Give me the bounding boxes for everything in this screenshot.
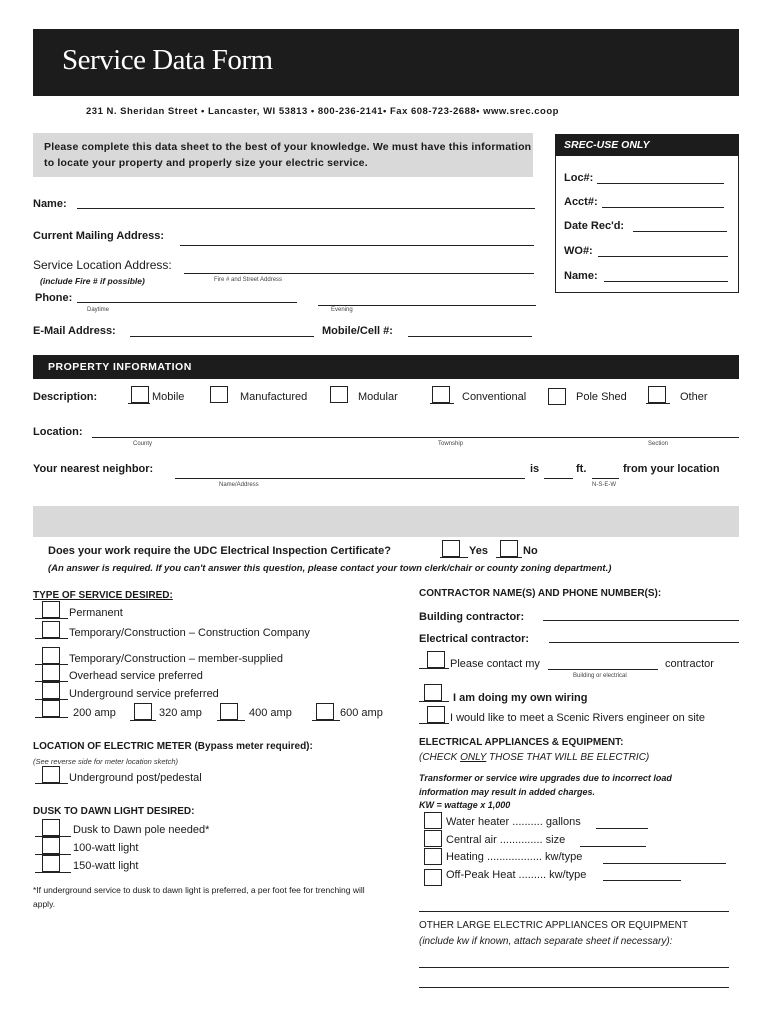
own-wiring-label: I am doing my own wiring [453,692,588,704]
watt-150-checkbox[interactable] [42,855,60,872]
service-type-title: TYPE OF SERVICE DESIRED: [33,590,173,601]
central-air-label: Central air .............. size [446,834,566,846]
srec-date-field[interactable] [633,231,727,232]
building-contractor-field[interactable] [543,620,739,621]
heating-field[interactable] [603,863,726,864]
other-line [646,403,670,404]
central-air-field[interactable] [580,846,646,847]
contact-my-line [419,668,449,669]
check-note-post: THOSE THAT WILL BE ELECTRIC) [486,752,650,763]
other-appliances-note: (include kw if known, attach separate sheet if necessary): [419,936,673,947]
udc-no-line [496,557,522,558]
other-appliances-field-2[interactable] [419,987,729,988]
other-top-line [419,911,729,912]
township-caption: Township [438,441,464,447]
srec-title: SREC-USE ONLY [564,139,650,151]
watt-100-option: 100-watt light [73,842,139,854]
phone-label: Phone: [35,292,73,304]
amp-600-checkbox[interactable] [316,703,334,720]
amp-400-option: 400 amp [249,707,292,719]
water-heater-checkbox[interactable] [424,812,442,829]
overhead-checkbox[interactable] [42,664,60,681]
check-note-only: ONLY [460,752,487,763]
watt-100-checkbox[interactable] [42,837,60,854]
heating-checkbox[interactable] [424,848,442,865]
heating-label: Heating .................. kw/type [446,851,583,863]
modular-checkbox[interactable] [330,386,348,403]
section-divider-bar [33,506,739,537]
contact-my-field[interactable] [548,669,658,670]
conventional-option: Conventional [462,391,527,403]
dusk-footnote: *If underground service to dusk to dawn light is preferred, a per foot fee for trenching will apply. [33,885,365,909]
srec-loc-label: Loc#: [564,172,594,184]
overhead-option: Overhead service preferred [69,670,203,682]
pole-shed-option: Pole Shed [576,391,627,403]
mailing-address-label: Current Mailing Address: [33,230,164,242]
meter-note: (See reverse side for meter location sketch) [33,757,179,766]
offpeak-label: Off-Peak Heat ......... kw/type [446,869,587,881]
udc-yes-line [440,557,468,558]
from-location-label: from your location [623,463,720,475]
name-address-caption: Name/Address [219,482,259,488]
distance-field[interactable] [544,478,573,479]
conventional-line [430,403,454,404]
central-air-checkbox[interactable] [424,830,442,847]
udc-no-checkbox[interactable] [500,540,518,557]
kw-formula: KW = wattage x 1,000 [419,800,511,810]
dusk-pole-option: Dusk to Dawn pole needed* [73,824,210,836]
modular-option: Modular [358,391,398,403]
underground-option: Underground service preferred [69,688,219,700]
water-heater-field[interactable] [596,828,648,829]
temp-company-option: Temporary/Construction – Construction Company [69,627,310,639]
neighbor-field[interactable] [175,478,525,479]
underground-post-option: Underground post/pedestal [69,772,202,784]
conventional-checkbox[interactable] [432,386,450,403]
evening-caption: Evening [331,307,353,313]
meet-engineer-line [419,723,449,724]
udc-question: Does your work require the UDC Electrical Inspection Certificate? [48,545,391,557]
temp-member-checkbox[interactable] [42,647,60,664]
building-contractor-label: Building contractor: [419,611,525,623]
srec-date-label: Date Rec'd: [564,220,625,232]
udc-yes-checkbox[interactable] [442,540,460,557]
dusk-pole-checkbox[interactable] [42,819,60,836]
underground-post-checkbox[interactable] [42,766,60,783]
description-label: Description: [33,391,98,403]
temp-company-checkbox[interactable] [42,621,60,638]
appliances-check-note [419,752,649,763]
bld-or-elec-caption: Building or electrical [573,673,627,679]
appliances-title: ELECTRICAL APPLIANCES & EQUIPMENT: [419,737,624,748]
permanent-line [35,618,68,619]
direction-field[interactable] [592,478,619,479]
mobile-label: Mobile/Cell #: [322,325,393,337]
permanent-option: Permanent [69,607,123,619]
email-label: E-Mail Address: [33,325,116,337]
nsew-caption: N-S-E-W [592,482,616,488]
udc-yes-label: Yes [469,545,488,557]
srec-loc-field[interactable] [597,183,724,184]
amp-320-line [130,720,156,721]
appliances-warning: Transformer or service wire upgrades due to incorrect load information may result in added charges. [419,773,672,797]
daytime-caption: Daytime [87,307,110,313]
water-heater-label: Water heater .......... gallons [446,816,581,828]
section-caption: Section [648,441,669,447]
amp-200-option: 200 amp [73,707,116,719]
service-location-label: Service Location Address: [33,258,172,272]
include-fire-note: (include Fire # if possible) [40,276,145,286]
location-label: Location: [33,426,83,438]
amp-320-checkbox[interactable] [134,703,152,720]
contact-my-label: Please contact my [450,658,540,670]
srec-acct-field[interactable] [602,207,724,208]
other-option: Other [680,391,708,403]
amp-600-option: 600 amp [340,707,383,719]
name-field[interactable] [77,208,535,209]
mobile-checkbox[interactable] [131,386,149,403]
electrical-contractor-label: Electrical contractor: [419,633,530,645]
form-title: Service Data Form [62,44,273,76]
srec-wo-field[interactable] [598,256,728,257]
mailing-address-field[interactable] [180,245,534,246]
manufactured-checkbox[interactable] [210,386,228,403]
electrical-contractor-field[interactable] [549,642,739,643]
underground-post-line [35,783,68,784]
own-wiring-checkbox[interactable] [424,684,442,701]
amp-400-checkbox[interactable] [220,703,238,720]
srec-name-field[interactable] [604,281,728,282]
amp-200-checkbox[interactable] [42,700,60,717]
meter-title: LOCATION OF ELECTRIC METER (Bypass meter required): [33,741,313,752]
location-field[interactable] [92,437,739,438]
phone-daytime-field[interactable] [77,302,297,303]
property-header: PROPERTY INFORMATION [48,361,192,373]
other-appliances-field-1[interactable] [419,967,729,968]
srec-wo-label: WO#: [564,245,593,257]
udc-no-label: No [523,545,538,557]
service-location-field[interactable] [184,273,534,274]
underground-checkbox[interactable] [42,682,60,699]
fire-street-caption: Fire # and Street Address [214,277,283,283]
meet-engineer-label: I would like to meet a Scenic Rivers engineer on site [450,712,705,724]
manufactured-option: Manufactured [240,391,308,403]
meet-engineer-checkbox[interactable] [427,706,445,723]
mobile-option: Mobile [152,391,185,403]
phone-evening-field[interactable] [318,305,536,306]
check-note-pre: (CHECK [419,752,461,763]
other-appliances-title: OTHER LARGE ELECTRIC APPLIANCES OR EQUIPMENT [419,920,688,931]
contractor-title: CONTRACTOR NAME(S) AND PHONE NUMBER(S): [419,588,662,599]
amp-400-line [217,720,245,721]
udc-note: (An answer is required. If you can't answer this question, please contact your town clerk/chair or county zoning department.) [48,563,612,574]
amp-200-line [35,717,68,718]
header-address: 231 N. Sheridan Street • Lancaster, WI 53813 • 800-236-2141• Fax 608-723-2688• www.srec.coop [86,106,559,117]
offpeak-checkbox[interactable] [424,869,442,886]
amp-600-line [312,720,340,721]
intro-text: Please complete this data sheet to the best of your knowledge. We must have this information to locate your property and properly size your electric service. [44,141,532,169]
temp-company-line [35,638,68,639]
email-field[interactable] [130,336,314,337]
offpeak-field[interactable] [603,880,681,881]
name-label: Name: [33,198,67,210]
is-label: is [530,463,540,475]
permanent-checkbox[interactable] [42,601,60,618]
own-wiring-line [419,701,449,702]
dusk-title: DUSK TO DAWN LIGHT DESIRED: [33,806,195,817]
contact-my-checkbox[interactable] [427,651,445,668]
srec-acct-label: Acct#: [564,196,598,208]
temp-member-option: Temporary/Construction – member-supplied [69,653,283,665]
county-caption: County [133,441,153,447]
mobile-field[interactable] [408,336,532,337]
watt-150-option: 150-watt light [73,860,139,872]
other-checkbox[interactable] [648,386,666,403]
ft-label: ft. [576,463,587,475]
watt-150-line [35,872,71,873]
contractor-suffix: contractor [665,658,714,670]
srec-name-label: Name: [564,270,598,282]
neighbor-label: Your nearest neighbor: [33,463,154,475]
pole-shed-checkbox[interactable] [548,388,566,405]
amp-320-option: 320 amp [159,707,202,719]
mobile-line [128,403,150,404]
